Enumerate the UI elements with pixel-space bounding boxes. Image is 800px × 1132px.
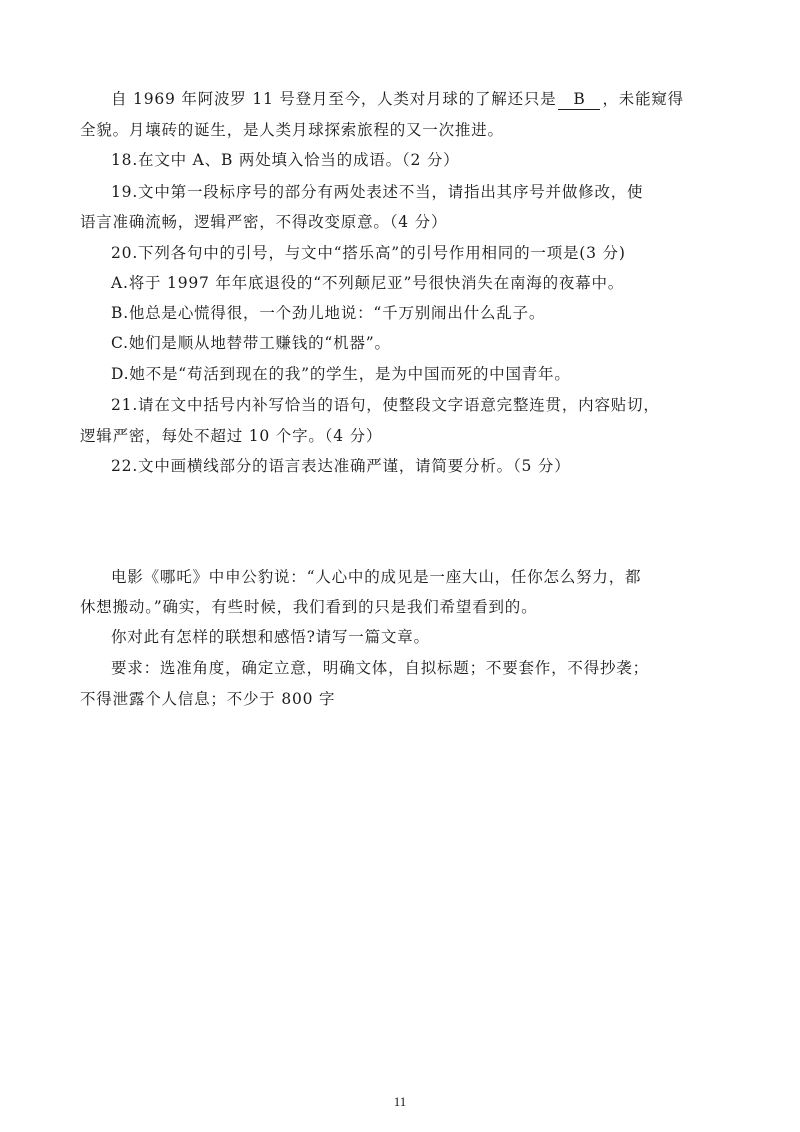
essay-requirements-line-2: 不得泄露个人信息；不少于 800 字 [80, 690, 336, 708]
question-22: 22.文中画横线部分的语言表达准确严谨，请简要分析。（5 分） [111, 457, 571, 475]
blank-b: B [558, 89, 600, 110]
passage-text: 自 1969 年阿波罗 11 号登月至今，人类对月球的了解还只是 [111, 90, 557, 108]
question-21-line-1: 21.请在文中括号内补写恰当的语句，使整段文字语意完整连贯，内容贴切， [111, 396, 660, 414]
question-19-line-2: 语言准确流畅，逻辑严密，不得改变原意。（4 分） [80, 213, 448, 231]
question-20-option-d: D.她不是“苟活到现在的我”的学生，是为中国而死的中国青年。 [111, 365, 571, 383]
passage-line-2: 全貌。月壤砖的诞生，是人类月球探索旅程的又一次推进。 [80, 121, 504, 139]
question-21-line-2: 逻辑严密，每处不超过 10 个字。（4 分） [80, 427, 383, 445]
essay-prompt-line-2: 休想搬动。”确实，有些时候，我们看到的只是我们希望看到的。 [80, 598, 538, 616]
passage-line-1 [80, 84, 720, 114]
essay-prompt-line-1: 电影《哪吒》中申公豹说：“人心中的成见是一座大山，任你怎么努力，都 [111, 568, 642, 586]
question-18: 18.在文中 A、B 两处填入恰当的成语。（2 分） [111, 151, 460, 169]
essay-prompt-line-3: 你对此有怎样的联想和感悟?请写一篇文章。 [111, 628, 430, 646]
question-20: 20.下列各句中的引号，与文中“搭乐高”的引号作用相同的一项是(3 分) [111, 244, 626, 262]
question-19-line-1: 19.文中第一段标序号的部分有两处表述不当，请指出其序号并做修改，使 [111, 183, 644, 201]
essay-requirements-line-1: 要求：选准角度，确定立意，明确文体，自拟标题；不要套作，不得抄袭； [111, 659, 649, 677]
page-number: 11 [393, 1094, 407, 1109]
question-20-option-b: B.他总是心慌得很，一个劲儿地说：“千万别闹出什么乱子。 [111, 304, 546, 322]
question-20-option-a: A.将于 1997 年年底退役的“不列颠尼亚”号很快消失在南海的夜幕中。 [111, 274, 625, 292]
passage-text: ，未能窥得 [602, 90, 684, 108]
question-20-option-c: C.她们是顺从地替带工赚钱的“机器”。 [111, 334, 391, 352]
